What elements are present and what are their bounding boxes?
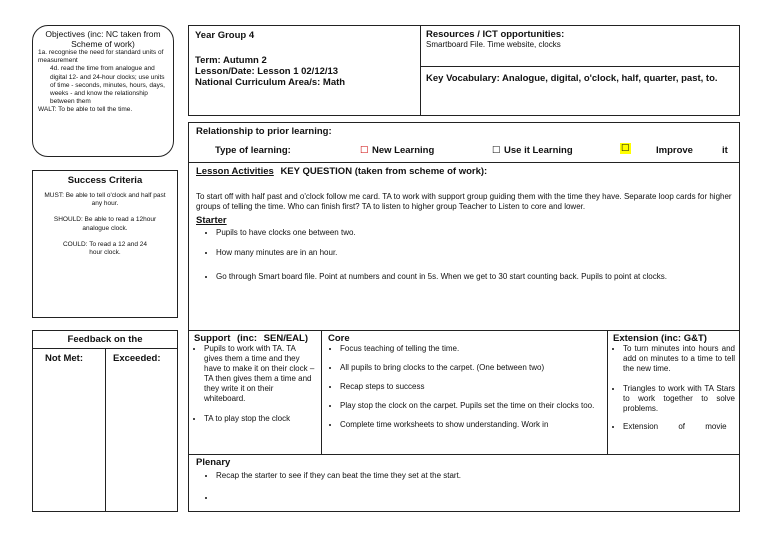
list-item: • TA to play stop the clock [204,414,315,424]
lesson-activities-label: Lesson Activities [196,166,274,177]
year-group: Year Group 4 [195,30,255,41]
plenary-list [202,471,722,503]
lesson-activities-header [196,166,716,177]
prior-learning-title: Relationship to prior learning: [196,126,332,137]
success-should: SHOULD: Be able to read a 12hour analogue clock. [53,216,157,232]
lesson-date: Lesson/Date: Lesson 1 02/12/13 [195,66,339,77]
objectives-line-2: 4d. read the time from analogue and digital 12- and 24-hour clocks; use units of time - seconds, minutes, hours, days, weeks - and know the relationship between them [50,65,165,106]
objectives-walt: WALT: To be able to tell the time. [38,106,133,114]
list-item: • Recap the starter to see if they can beat the time they set at the start. [216,471,722,481]
nc-area: National Curriculum Area/s: Math [195,77,346,88]
feedback-title: Feedback on the [33,331,177,349]
list-item: • Play stop the clock on the carpet. Pupils set the time on their clocks too. [340,401,601,411]
starter-list [202,228,734,282]
core-list [328,344,601,430]
type-of-learning-row [188,142,740,158]
list-item: • To turn minutes into hours and add on minutes to a time to tell the new time. [623,344,735,374]
list-item: • Extension of movie [623,422,735,432]
objectives-box [32,25,174,157]
list-item: • Pupils to work with TA. TA gives them a time and they have to make it on their clock – TA then gives them a time and they write it on their whiteboard. [204,344,315,404]
list-item [216,493,722,503]
extension-title: Extension (inc: G&T) [613,333,707,344]
type-of-learning-label: Type of learning: [215,145,291,156]
list-item: • Focus teaching of telling the time. [340,344,601,354]
success-must: MUST: Be able to tell o'clock and half past any hour. [44,192,166,208]
objectives-line-1: 1a. recognise the need for standard units of measurement [38,49,164,65]
support-column [188,331,322,454]
extension-column [608,331,740,454]
vocabulary-box [420,66,740,116]
use-it-learning-checkbox[interactable]: ☐ [492,145,501,156]
header-info-box [188,25,421,116]
list-item: • How many minutes are in an hour. [216,248,734,258]
support-list [194,344,315,424]
new-learning-label: New Learning [372,145,435,156]
core-title: Core [328,333,350,344]
resources-box [420,25,740,67]
key-question: KEY QUESTION (taken from scheme of work): [280,166,488,177]
key-vocabulary: Key Vocabulary: Analogue, digital, o'clock, half, quarter, past, to. [426,73,718,84]
list-item: • Recap steps to success [340,382,601,392]
resources-text: Smartboard File. Time website, clocks [426,40,561,49]
feedback-box [32,330,178,512]
feedback-not-met: Not Met: [45,353,83,364]
divider-prior [188,162,740,163]
core-column [322,331,608,454]
improve-tail: it [722,145,728,156]
plenary-title: Plenary [196,457,231,468]
activities-intro: To start off with half past and o'clock follow me card. TA to work with support group guiding them with the time they have. Separate loop cards for higher groups of telling the time. Who can finish first? TA to listen to higher group Teacher to Listen to core and lower. [196,192,732,211]
list-item: • Pupils to have clocks one between two. [216,228,734,238]
divider-plenary [188,454,740,455]
improve-label: Improve [656,145,693,156]
success-criteria-title: Success Criteria [67,175,143,186]
resources-title: Resources / ICT opportunities: [426,29,565,40]
new-learning-checkbox[interactable]: ☐ [360,145,369,156]
list-item: • Triangles to work with TA Stars to work together to solve problems. [623,384,735,414]
feedback-divider [105,349,106,512]
feedback-exceeded: Exceeded: [113,353,161,364]
list-item: • All pupils to bring clocks to the carpet. (One between two) [340,363,601,373]
extension-list [613,344,735,432]
improve-checkbox[interactable]: ☐ [621,143,630,154]
success-could: COULD: To read a 12 and 24 hour clock. [62,240,148,257]
term: Term: Autumn 2 [195,55,267,66]
starter-label: Starter [196,215,227,226]
success-criteria-box [32,170,178,318]
objectives-title: Objectives (inc: NC taken from Scheme of work) [45,29,161,49]
list-item: • Go through Smart board file. Point at numbers and count in 5s. When we get to 30 start counting back. Pupils to point at clocks. [216,272,734,282]
support-title: Support (inc: SEN/EAL) [194,333,308,344]
list-item: • Complete time worksheets to show understanding. Work in [340,420,601,430]
use-it-learning-label: Use it Learning [504,145,573,156]
